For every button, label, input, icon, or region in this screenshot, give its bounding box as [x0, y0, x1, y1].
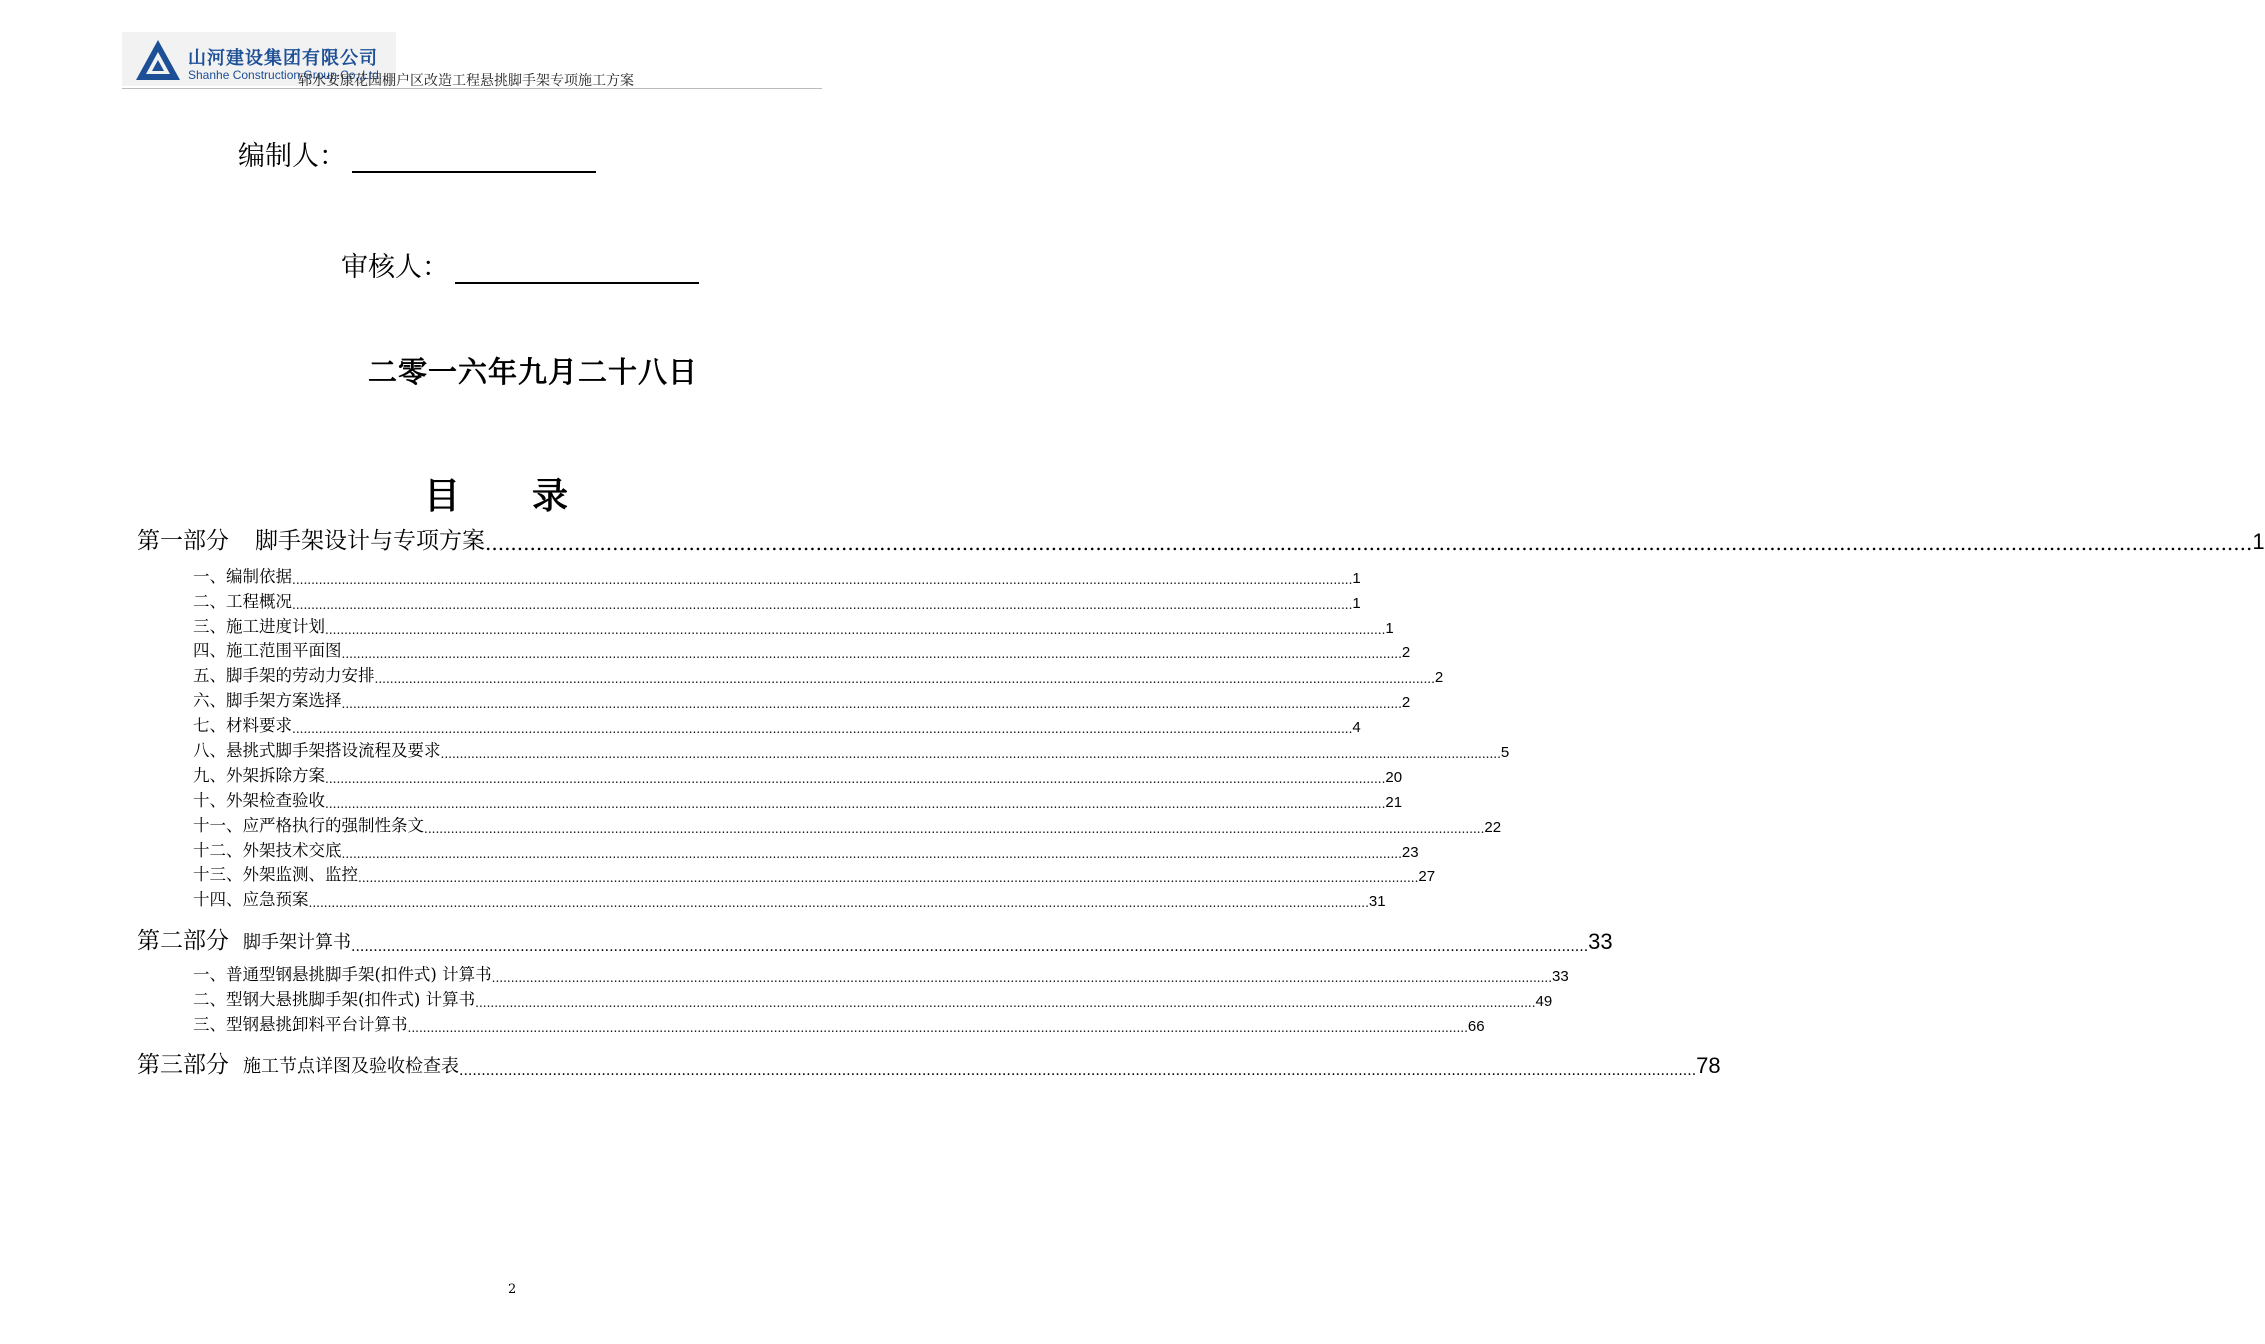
toc-item-page: 21 [1385, 794, 1403, 811]
toc-item-label: 三、型钢悬挑卸料平台计算书 [193, 1015, 408, 1034]
toc-item-row [193, 687, 1411, 711]
toc-dot-leader: ...................................................................................................................................................................................................................................................................................... [424, 822, 1485, 836]
toc-item-page: 23 [1401, 844, 1419, 861]
toc-item-row [193, 712, 1361, 736]
toc-item-page: 1 [1352, 595, 1361, 612]
toc-dot-leader: ...................................................................................................................................................................................................................................................................................... [374, 672, 1435, 686]
toc-item-label: 十二、外架技术交底 [193, 841, 342, 860]
logo-company-name-en: Shanhe Construction Group Co.,Ltd. [188, 68, 383, 82]
toc-item-row [193, 787, 1403, 811]
toc-item-label: 七、材料要求 [193, 716, 292, 735]
toc-item-page: 1 [1385, 620, 1394, 637]
toc-part-label [137, 1046, 459, 1079]
toc-item-row [193, 737, 1510, 761]
toc-item-row [193, 588, 1361, 612]
toc-dot-leader: ...................................................................................................................................................................................................................................................................................... [475, 996, 1536, 1010]
reviewer-label: 审核人： [341, 252, 449, 283]
toc-item-label: 一、编制依据 [193, 567, 292, 586]
toc-part-number: 第一部分 [137, 528, 229, 554]
toc-dot-leader: ...................................................................................................................................................................................................................................................................................... [440, 747, 1501, 761]
compiler-label: 编制人： [238, 141, 346, 172]
toc-part-row [137, 522, 2265, 555]
toc-title: 目录 [424, 476, 641, 517]
toc-item-label: 十四、应急预案 [193, 890, 309, 909]
document-header-title: 郓水安康花园棚户区改造工程悬挑脚手架专项施工方案 [298, 73, 634, 89]
toc-part-title: 施工节点详图及验收检查表 [243, 1056, 459, 1077]
toc-dot-leader: ...................................................................................................................................................................................................................................................................................... [292, 722, 1353, 736]
toc-item-page: 4 [1352, 719, 1361, 736]
toc-item-page: 49 [1535, 993, 1553, 1010]
toc-dot-leader: ...................................................................................................................................................................................................................................................................................... [341, 697, 1402, 711]
toc-part-number: 第二部分 [137, 928, 229, 954]
document-date: 二零一六年九月二十八日 [368, 355, 699, 389]
toc-dot-leader: ...................................................................................................................................................................................................................................................................................... [358, 871, 1419, 885]
toc-item-page: 27 [1418, 868, 1436, 885]
toc-dot-leader: ...................................................................................................................................................................................................................................................................................... [407, 1021, 1468, 1035]
toc-item-row [193, 662, 1444, 686]
toc-item-row [193, 837, 1419, 861]
toc-item-row [193, 762, 1403, 786]
toc-part-page: 33 [1588, 929, 1613, 954]
toc-item-label: 十、外架检查验收 [193, 791, 325, 810]
toc-item-page: 33 [1552, 968, 1569, 985]
toc-item-row [193, 812, 1502, 836]
toc-part-page: 1 [2252, 529, 2265, 554]
toc-item-page: 2 [1401, 644, 1411, 661]
toc-dot-leader: ...................................................................................................................................................................................................................................................................................... [485, 531, 2253, 555]
toc-dot-leader: ...................................................................................................................................................................................................................................................................................... [351, 939, 1589, 955]
toc-dot-leader: ...................................................................................................................................................................................................................................................................................... [325, 797, 1386, 811]
toc-dot-leader: ...................................................................................................................................................................................................................................................................................... [292, 598, 1353, 612]
toc-dot-leader: ...................................................................................................................................................................................................................................................................................... [325, 772, 1386, 786]
toc-item-row [193, 961, 1569, 985]
toc-item-label: 六、脚手架方案选择 [193, 691, 342, 710]
toc-item-label: 二、工程概况 [193, 592, 292, 611]
toc-item-page: 66 [1467, 1018, 1485, 1035]
toc-item-row [193, 1011, 1485, 1035]
toc-item-label: 四、施工范围平面图 [193, 641, 342, 660]
toc-part-label [137, 522, 485, 555]
toc-part-title: 脚手架设计与专项方案 [255, 528, 485, 554]
toc-item-row [193, 637, 1411, 661]
toc-part-title: 脚手架计算书 [243, 932, 351, 953]
toc-item-label: 九、外架拆除方案 [193, 766, 325, 785]
toc-item-label: 十一、应严格执行的强制性条文 [193, 816, 424, 835]
toc-part-page: 78 [1696, 1053, 1721, 1078]
toc-dot-leader: ...................................................................................................................................................................................................................................................................................... [459, 1063, 1697, 1079]
toc-dot-leader: ...................................................................................................................................................................................................................................................................................... [341, 847, 1402, 861]
toc-part-label [137, 922, 351, 955]
toc-item-label: 三、施工进度计划 [193, 617, 325, 636]
toc-item-page: 2 [1434, 669, 1444, 686]
toc-dot-leader: ...................................................................................................................................................................................................................................................................................... [308, 896, 1369, 910]
toc-item-row [193, 861, 1436, 885]
toc-dot-leader: ...................................................................................................................................................................................................................................................................................... [325, 623, 1386, 637]
toc-item-label: 二、型钢大悬挑脚手架(扣件式) 计算书 [193, 990, 476, 1009]
toc-item-page: 20 [1385, 769, 1403, 786]
toc-part-row [137, 922, 1613, 955]
toc-dot-leader: ...................................................................................................................................................................................................................................................................................... [491, 971, 1553, 985]
toc-item-row [193, 986, 1553, 1010]
toc-dot-leader: ...................................................................................................................................................................................................................................................................................... [341, 647, 1402, 661]
toc-item-page: 2 [1401, 694, 1411, 711]
toc-item-row [193, 613, 1394, 637]
logo-company-name-cn: 山河建设集团有限公司 [188, 48, 378, 69]
toc-item-page: 5 [1500, 744, 1510, 761]
page-number: 2 [508, 1282, 517, 1297]
toc-item-label: 八、悬挑式脚手架搭设流程及要求 [193, 741, 441, 760]
toc-item-label: 五、脚手架的劳动力安排 [193, 666, 375, 685]
toc-item-label: 十三、外架监测、监控 [193, 865, 358, 884]
toc-part-row [137, 1046, 1721, 1079]
toc-item-label: 一、普通型钢悬挑脚手架(扣件式) 计算书 [193, 965, 492, 984]
toc-item-page: 22 [1484, 819, 1502, 836]
toc-item-page: 1 [1352, 570, 1361, 587]
toc-dot-leader: ...................................................................................................................................................................................................................................................................................... [292, 573, 1353, 587]
toc-item-row [193, 886, 1386, 910]
toc-part-number: 第三部分 [137, 1052, 229, 1078]
toc-item-row [193, 563, 1361, 587]
toc-item-page: 31 [1368, 893, 1386, 910]
